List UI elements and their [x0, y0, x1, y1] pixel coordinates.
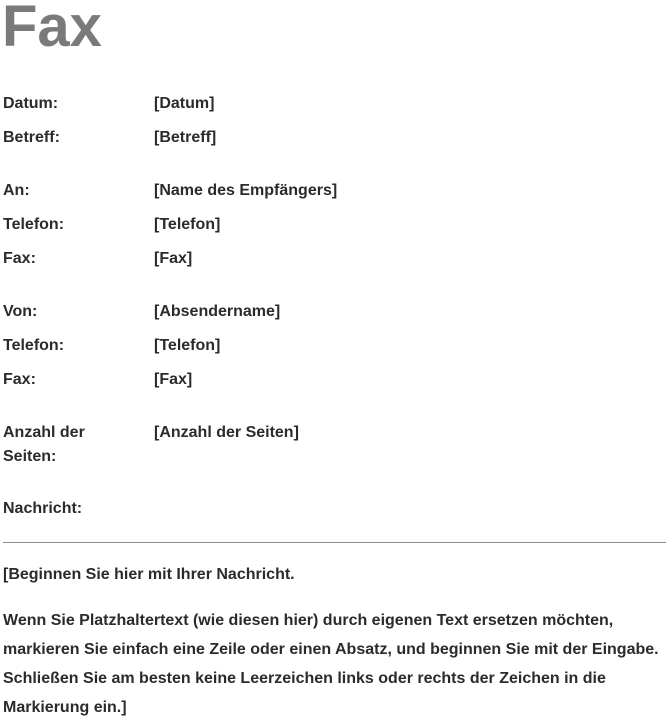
message-paragraph-2[interactable]: Wenn Sie Platzhaltertext (wie diesen hier) durch eigenen Text ersetzen möchten, markieren Sie einfach eine Zeile oder einen Absatz, und beginnen Sie mit der Eingabe. Schließen Sie am besten keine Leerzeichen links oder rechts der Zeichen in die Markierung ein.]	[3, 612, 659, 716]
field-label-page-count	[3, 421, 143, 469]
field-value-page-count[interactable]: [Anzahl der Seiten]	[154, 424, 299, 441]
message-divider	[3, 542, 666, 543]
field-value-subject[interactable]: [Betreff]	[154, 129, 217, 146]
field-row-page-count	[3, 421, 663, 469]
field-value-recipient-fax[interactable]: [Fax]	[154, 250, 193, 267]
field-label-subject: Betreff:	[3, 129, 60, 146]
field-label-recipient-phone: Telefon:	[3, 216, 65, 233]
field-label-recipient-fax: Fax:	[3, 250, 36, 267]
field-value-recipient-phone[interactable]: [Telefon]	[154, 216, 221, 233]
field-value-date[interactable]: [Datum]	[154, 95, 215, 112]
field-label-sender-fax: Fax:	[3, 371, 36, 388]
field-label-recipient: An:	[3, 182, 30, 199]
field-value-sender-fax[interactable]: [Fax]	[154, 371, 193, 388]
field-value-recipient[interactable]: [Name des Empfängers]	[154, 182, 338, 199]
document-title: Fax	[2, 0, 102, 59]
message-paragraph-1[interactable]: [Beginnen Sie hier mit Ihrer Nachricht.	[3, 566, 295, 583]
field-label-date: Datum:	[3, 95, 59, 112]
field-value-sender[interactable]: [Absendername]	[154, 303, 281, 320]
field-value-sender-phone[interactable]: [Telefon]	[154, 337, 221, 354]
field-label-message: Nachricht:	[3, 500, 83, 517]
field-label-page-count-line2: Seiten:	[3, 448, 57, 465]
field-label-sender: Von:	[3, 303, 38, 320]
field-label-page-count-line1: Anzahl der	[3, 424, 85, 441]
field-label-sender-phone: Telefon:	[3, 337, 65, 354]
